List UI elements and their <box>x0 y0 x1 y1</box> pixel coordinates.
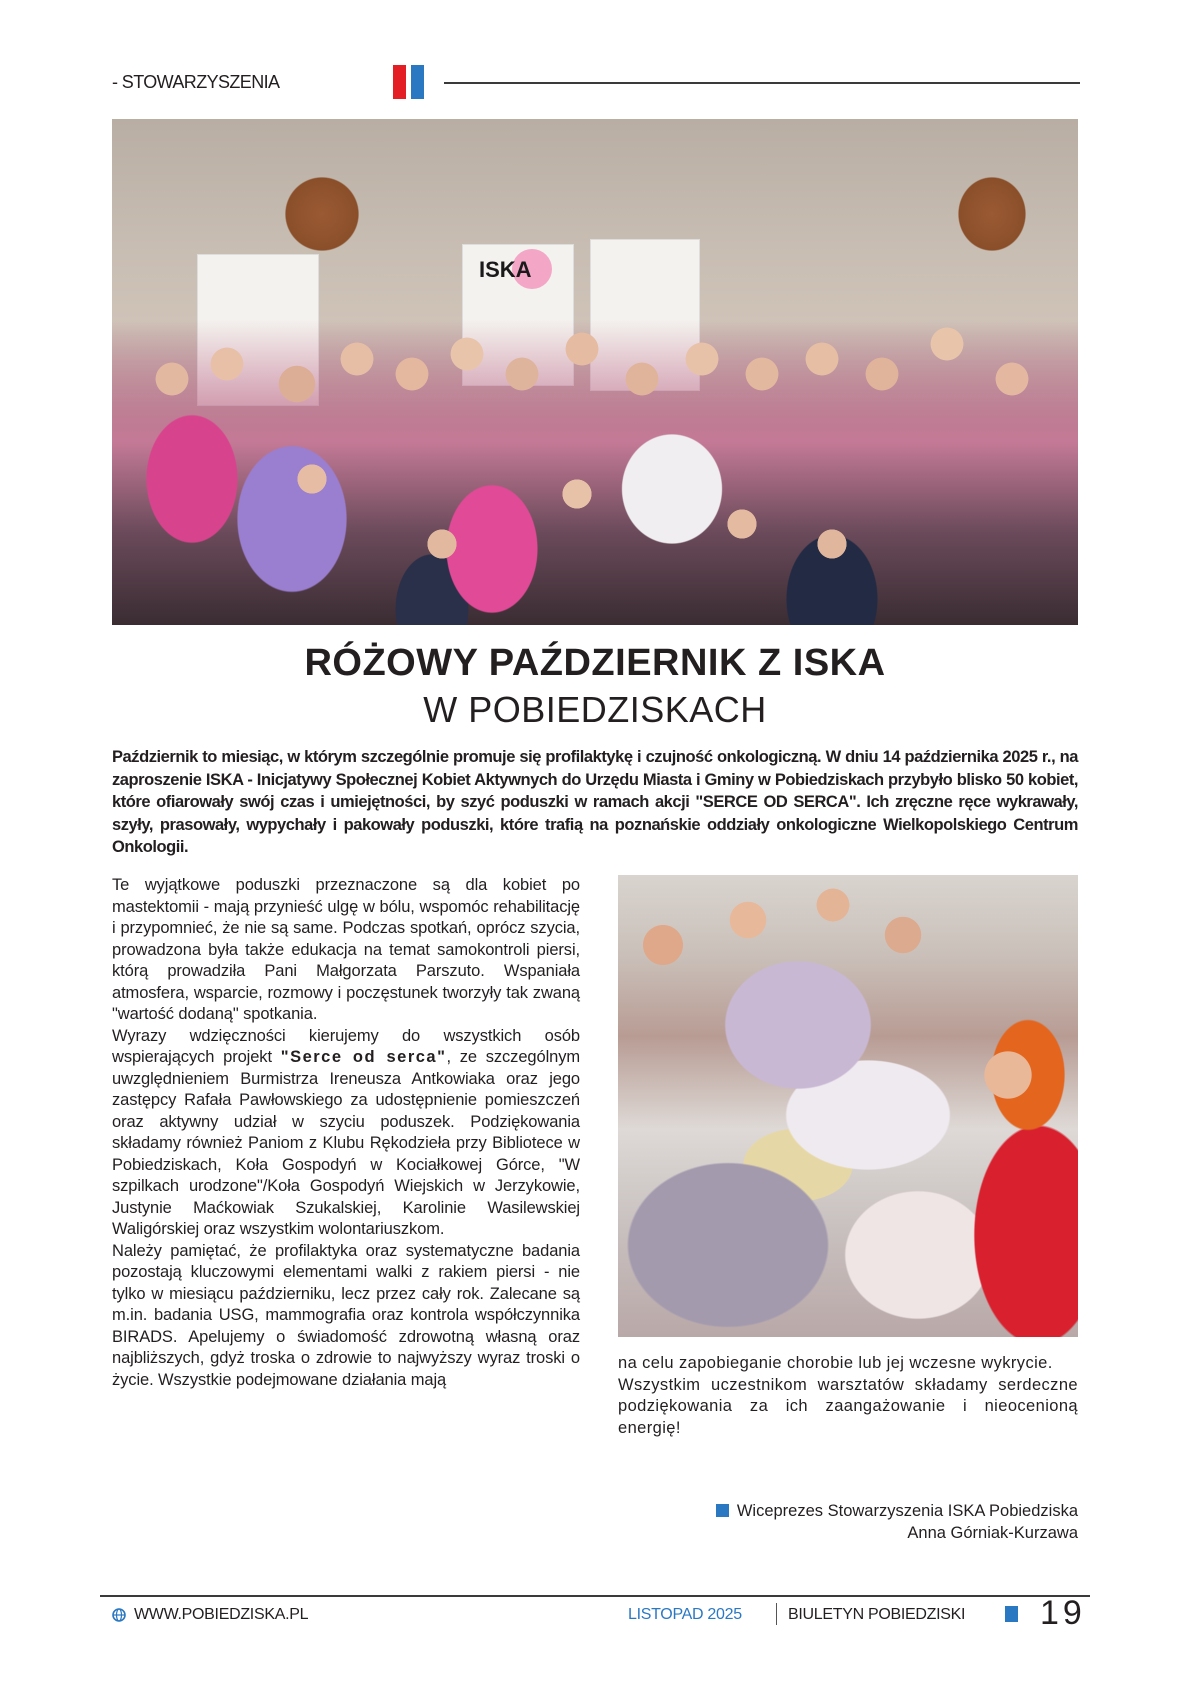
footer-separator <box>776 1603 777 1625</box>
project-name: "Serce od serca" <box>280 1048 447 1066</box>
header-divider <box>444 82 1080 84</box>
footer-website[interactable] <box>112 1606 308 1624</box>
iska-logo-text: ISKA <box>479 257 532 282</box>
photo-crowd <box>112 319 1078 625</box>
flag-red-bar <box>393 65 406 99</box>
body-text: Wyrazy wdzięczności kierujemy do wszystkich osób wspierających projekt <box>112 1026 580 1066</box>
workshop-photo <box>618 875 1078 1337</box>
article-subtitle: W POBIEDZISKACH <box>423 689 767 730</box>
body-text: , ze szczególnym uwzględnieniem Burmistrza Ireneusza Antkowiaka oraz jego zastępcy Rafała Pawłowskiego za udostępnienie pomieszczeń oraz aktywny udział w szyciu poduszek. Podziękowania składamy również Paniom z Klubu Rękodzieła przy Bibliotece w Pobiedziskach, Koła Gospodyń w Kociałkowej Górce, "W szpilkach urodzone"/Koła Gospodyń Wiejskich w Jerzykowie, Justynie Maćkowiak Szukalskiej, Karolinie Wasilewskiej Waligórskiej oraz wszystkim wolontariuszkom. <box>112 1048 581 1238</box>
body-paragraph: Należy pamiętać, że profilaktyka oraz systematyczne badania pozostają kluczowymi elementami walki z rakiem piersi - nie tylko w miesiącu październiku, lecz przez cały rok. Zalecane są m.in. badania USG, mammografia oraz kontrola współczynnika BIRADS. Apelujemy o świadomość zdrowotną własną oraz najbliższych, gdyż troska o zdrowie to najwyższy wyraz troski o życie. Wszystkie podejmowane działania mają <box>112 1241 580 1389</box>
section-label: - STOWARZYSZENIA <box>112 72 280 92</box>
body-paragraph <box>112 1026 580 1241</box>
article-lead: Październik to miesiąc, w którym szczególnie promuje się profilaktykę i czujność onkologiczną. W dniu 14 października 2025 r., na zaproszenie ISKA - Inicjatywy Społecznej Kobiet Aktywnych do Urzędu Miasta i Gminy w Pobiedziskach przybyło blisko 50 kobiet, które ofiarowały swój czas i umiejętności, by szyć poduszki w ramach akcji "SERCE OD SERCA". Ich zręczne ręce wykrawały, szyły, prasowały, wypychały i pakowały poduszki, które trafią na poznańskie oddziały onkologiczne Wielkopolskiego Centrum Onkologii. <box>112 748 1078 857</box>
footer-square-icon <box>1005 1606 1018 1622</box>
body-paragraph: na celu zapobieganie chorobie lub jej wczesne wykrycie. <box>618 1354 1053 1372</box>
article-title: RÓŻOWY PAŹDZIERNIK Z ISKA <box>304 642 886 684</box>
group-photo <box>112 119 1078 625</box>
square-bullet-icon <box>716 1504 729 1517</box>
body-paragraph: Wszystkim uczestnikom warsztatów składamy serdeczne podziękowania za ich zaangażowanie i nieocenioną energię! <box>618 1375 1078 1437</box>
signature <box>618 1500 1078 1544</box>
iska-logo <box>477 249 557 289</box>
signature-name: Anna Górniak-Kurzawa <box>907 1524 1078 1542</box>
article-body-right <box>618 1353 1078 1439</box>
footer-issue: LISTOPAD 2025 <box>628 1606 742 1623</box>
footer-publication: BIULETYN POBIEDZISKI <box>788 1606 966 1623</box>
signature-role: Wiceprezes Stowarzyszenia ISKA Pobiedziska <box>736 1502 1078 1520</box>
page-number: 19 <box>1040 1594 1086 1632</box>
footer-divider <box>100 1595 1090 1597</box>
globe-icon <box>112 1608 126 1622</box>
signature-role-line <box>618 1500 1078 1522</box>
flag-blue-bar <box>411 65 424 99</box>
article-body-left <box>112 875 580 1391</box>
footer-website-text[interactable]: WWW.POBIEDZISKA.PL <box>134 1606 309 1623</box>
body-paragraph: Te wyjątkowe poduszki przeznaczone są dla kobiet po mastektomii - mają przynieść ulgę w bólu, wspomóc rehabilitację i przypomnieć, że nie są same. Podczas spotkań, oprócz szycia, prowadzona była także edukacja na temat samokontroli piersi, którą prowadziła Pani Małgorzata Parszuto. Wspaniała atmosfera, wsparcie, rozmowy i poczęstunek tworzyły tak zwaną "wartość dodaną" spotkania. <box>112 876 580 1023</box>
